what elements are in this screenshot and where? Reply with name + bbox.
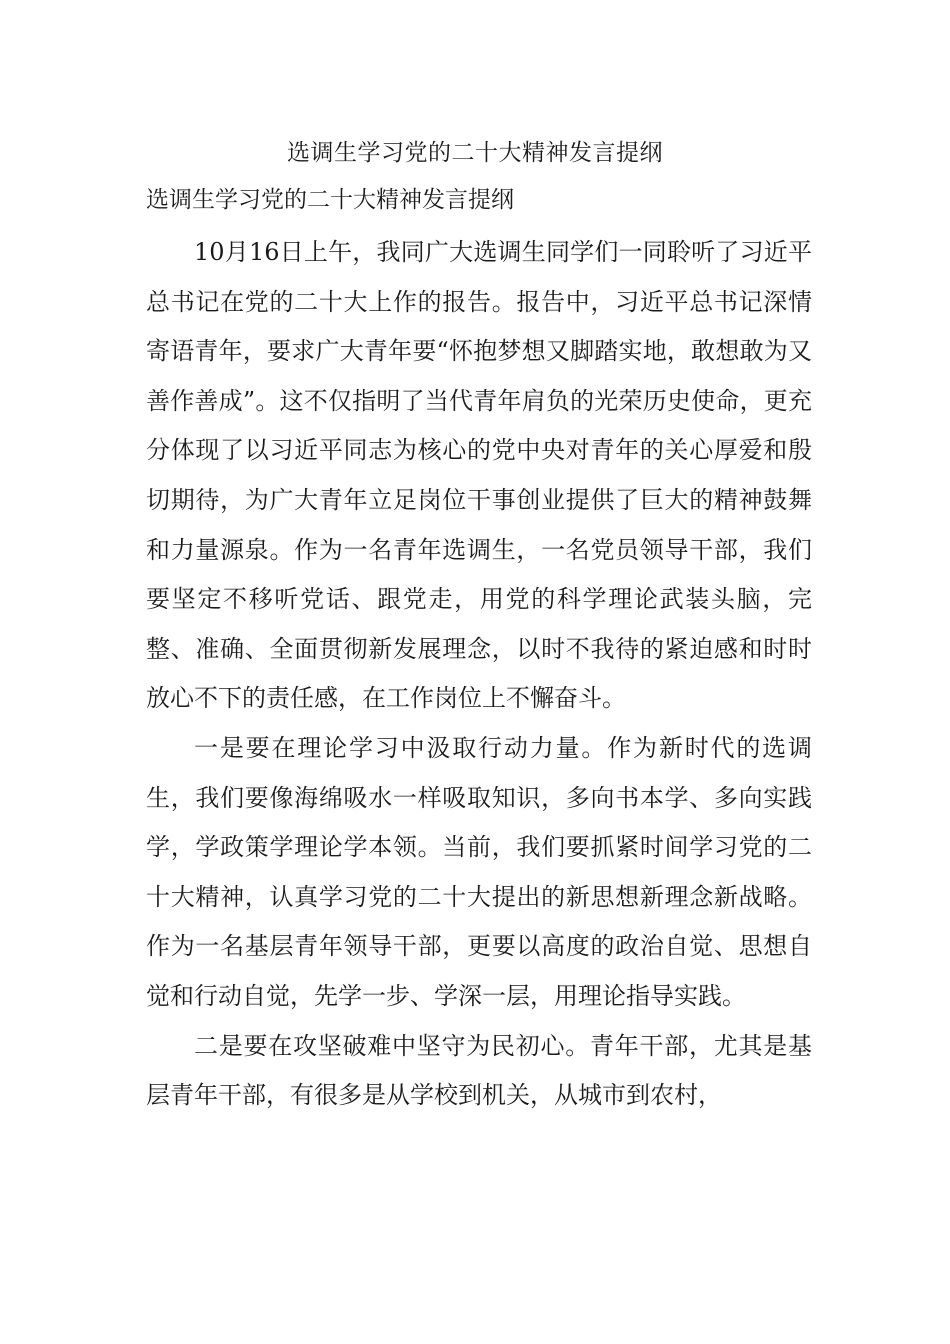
- document-subtitle: 选调生学习党的二十大精神发言提纲: [146, 187, 514, 213]
- document-body: [146, 228, 812, 1121]
- paragraph-point-two: 二是要在攻坚破难中坚守为民初心。青年干部，尤其是基层青年干部，有很多是从学校到机关，从城市到农村，: [146, 1031, 812, 1110]
- paragraph-intro: 10月16日上午，我同广大选调生同学们一同聆听了习近平总书记在党的二十大上作的报告。报告中，习近平总书记深情寄语青年，要求广大青年要“怀抱梦想又脚踏实地，敢想敢为又善作善成”。这不仅指明了当代青年肩负的光荣历史使命，更充分体现了以习近平同志为核心的党中央对青年的关心厚爱和殷切期待，为广大青年立足岗位干事创业提供了巨大的精神鼓舞和力量源泉。作为一名青年选调生，一名党员领导干部，我们要坚定不移听党话、跟党走，用党的科学理论武装头脑，完整、准确、全面贯彻新发展理念，以时不我待的紧迫感和时时放心不下的责任感，在工作岗位上不懈奋斗。: [146, 238, 812, 713]
- document-title: 选调生学习党的二十大精神发言提纲: [287, 140, 663, 166]
- paragraph-point-one: 一是要在理论学习中汲取行动力量。作为新时代的选调生，我们要像海绵吸水一样吸取知识，多向书本学、多向实践学，学政策学理论学本领。当前，我们要抓紧时间学习党的二十大精神，认真学习党的二十大提出的新思想新理念新战略。作为一名基层青年领导干部，更要以高度的政治自觉、思想自觉和行动自觉，先学一步、学深一层，用理论指导实践。: [146, 733, 812, 1010]
